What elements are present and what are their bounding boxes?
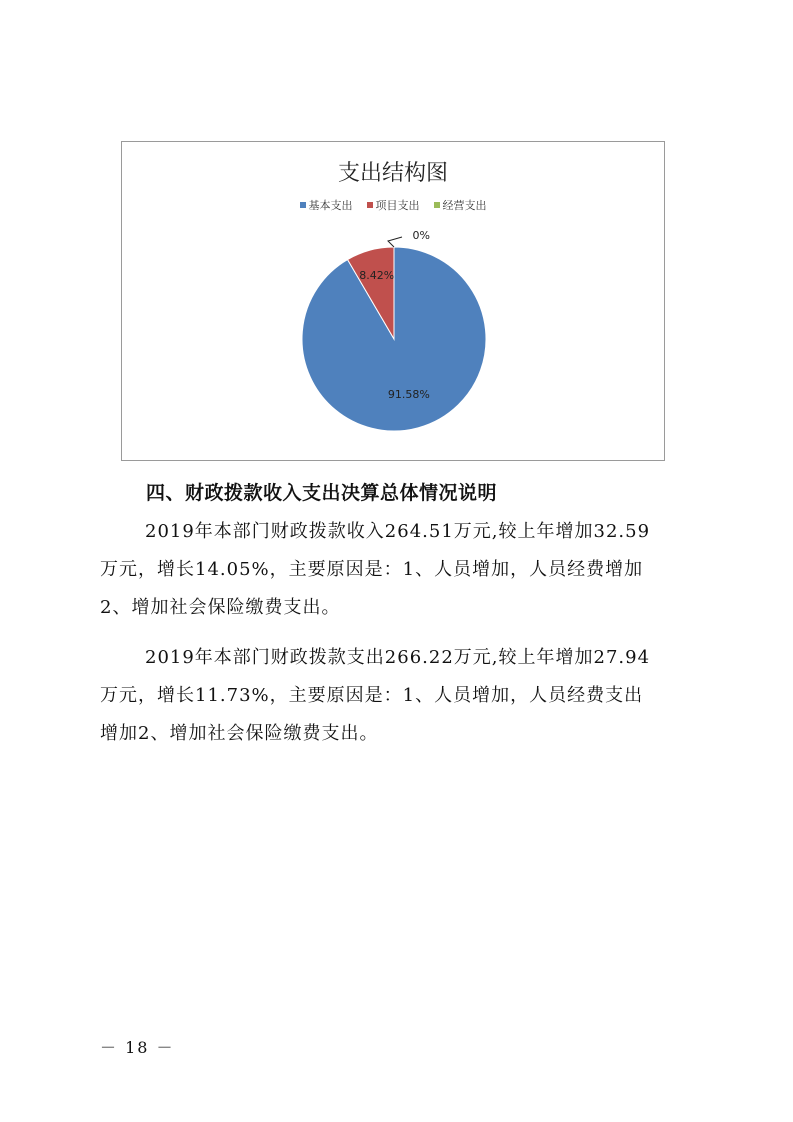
paragraph-line: 万元，增长11.73%，主要原因是：1、人员增加，人员经费支出 [100,685,644,706]
paragraph-line: 万元，增长14.05%，主要原因是：1、人员增加，人员经费增加 [100,559,644,580]
paragraph-line: 2019年本部门财政拨款支出266.22万元,较上年增加27.94 [145,647,651,668]
paragraph-income [100,513,690,627]
chart-title: 支出结构图 [337,161,448,186]
label-basic: 91.58% [387,388,430,402]
paragraph-expenditure [100,639,690,753]
section-heading: 四、财政拨款收入支出决算总体情况说明 [146,482,498,504]
page-number: － 18 － [100,1038,175,1057]
leader-line [388,237,402,247]
paragraph-line: 2019年本部门财政拨款收入264.51万元,较上年增加32.59 [145,521,651,542]
label-operating: 0% [412,229,430,242]
paragraph-line: 2、增加社会保险缴费支出。 [100,597,341,618]
legend-label-basic: 基本支出 [308,199,353,212]
pie-plot [122,142,664,460]
legend-label-operating: 经营支出 [442,199,487,212]
pie-chart [121,141,665,461]
legend-label-project: 项目支出 [375,199,420,212]
paragraph-line: 增加2、增加社会保险缴费支出。 [100,723,379,744]
label-project: 8.42% [359,269,395,283]
